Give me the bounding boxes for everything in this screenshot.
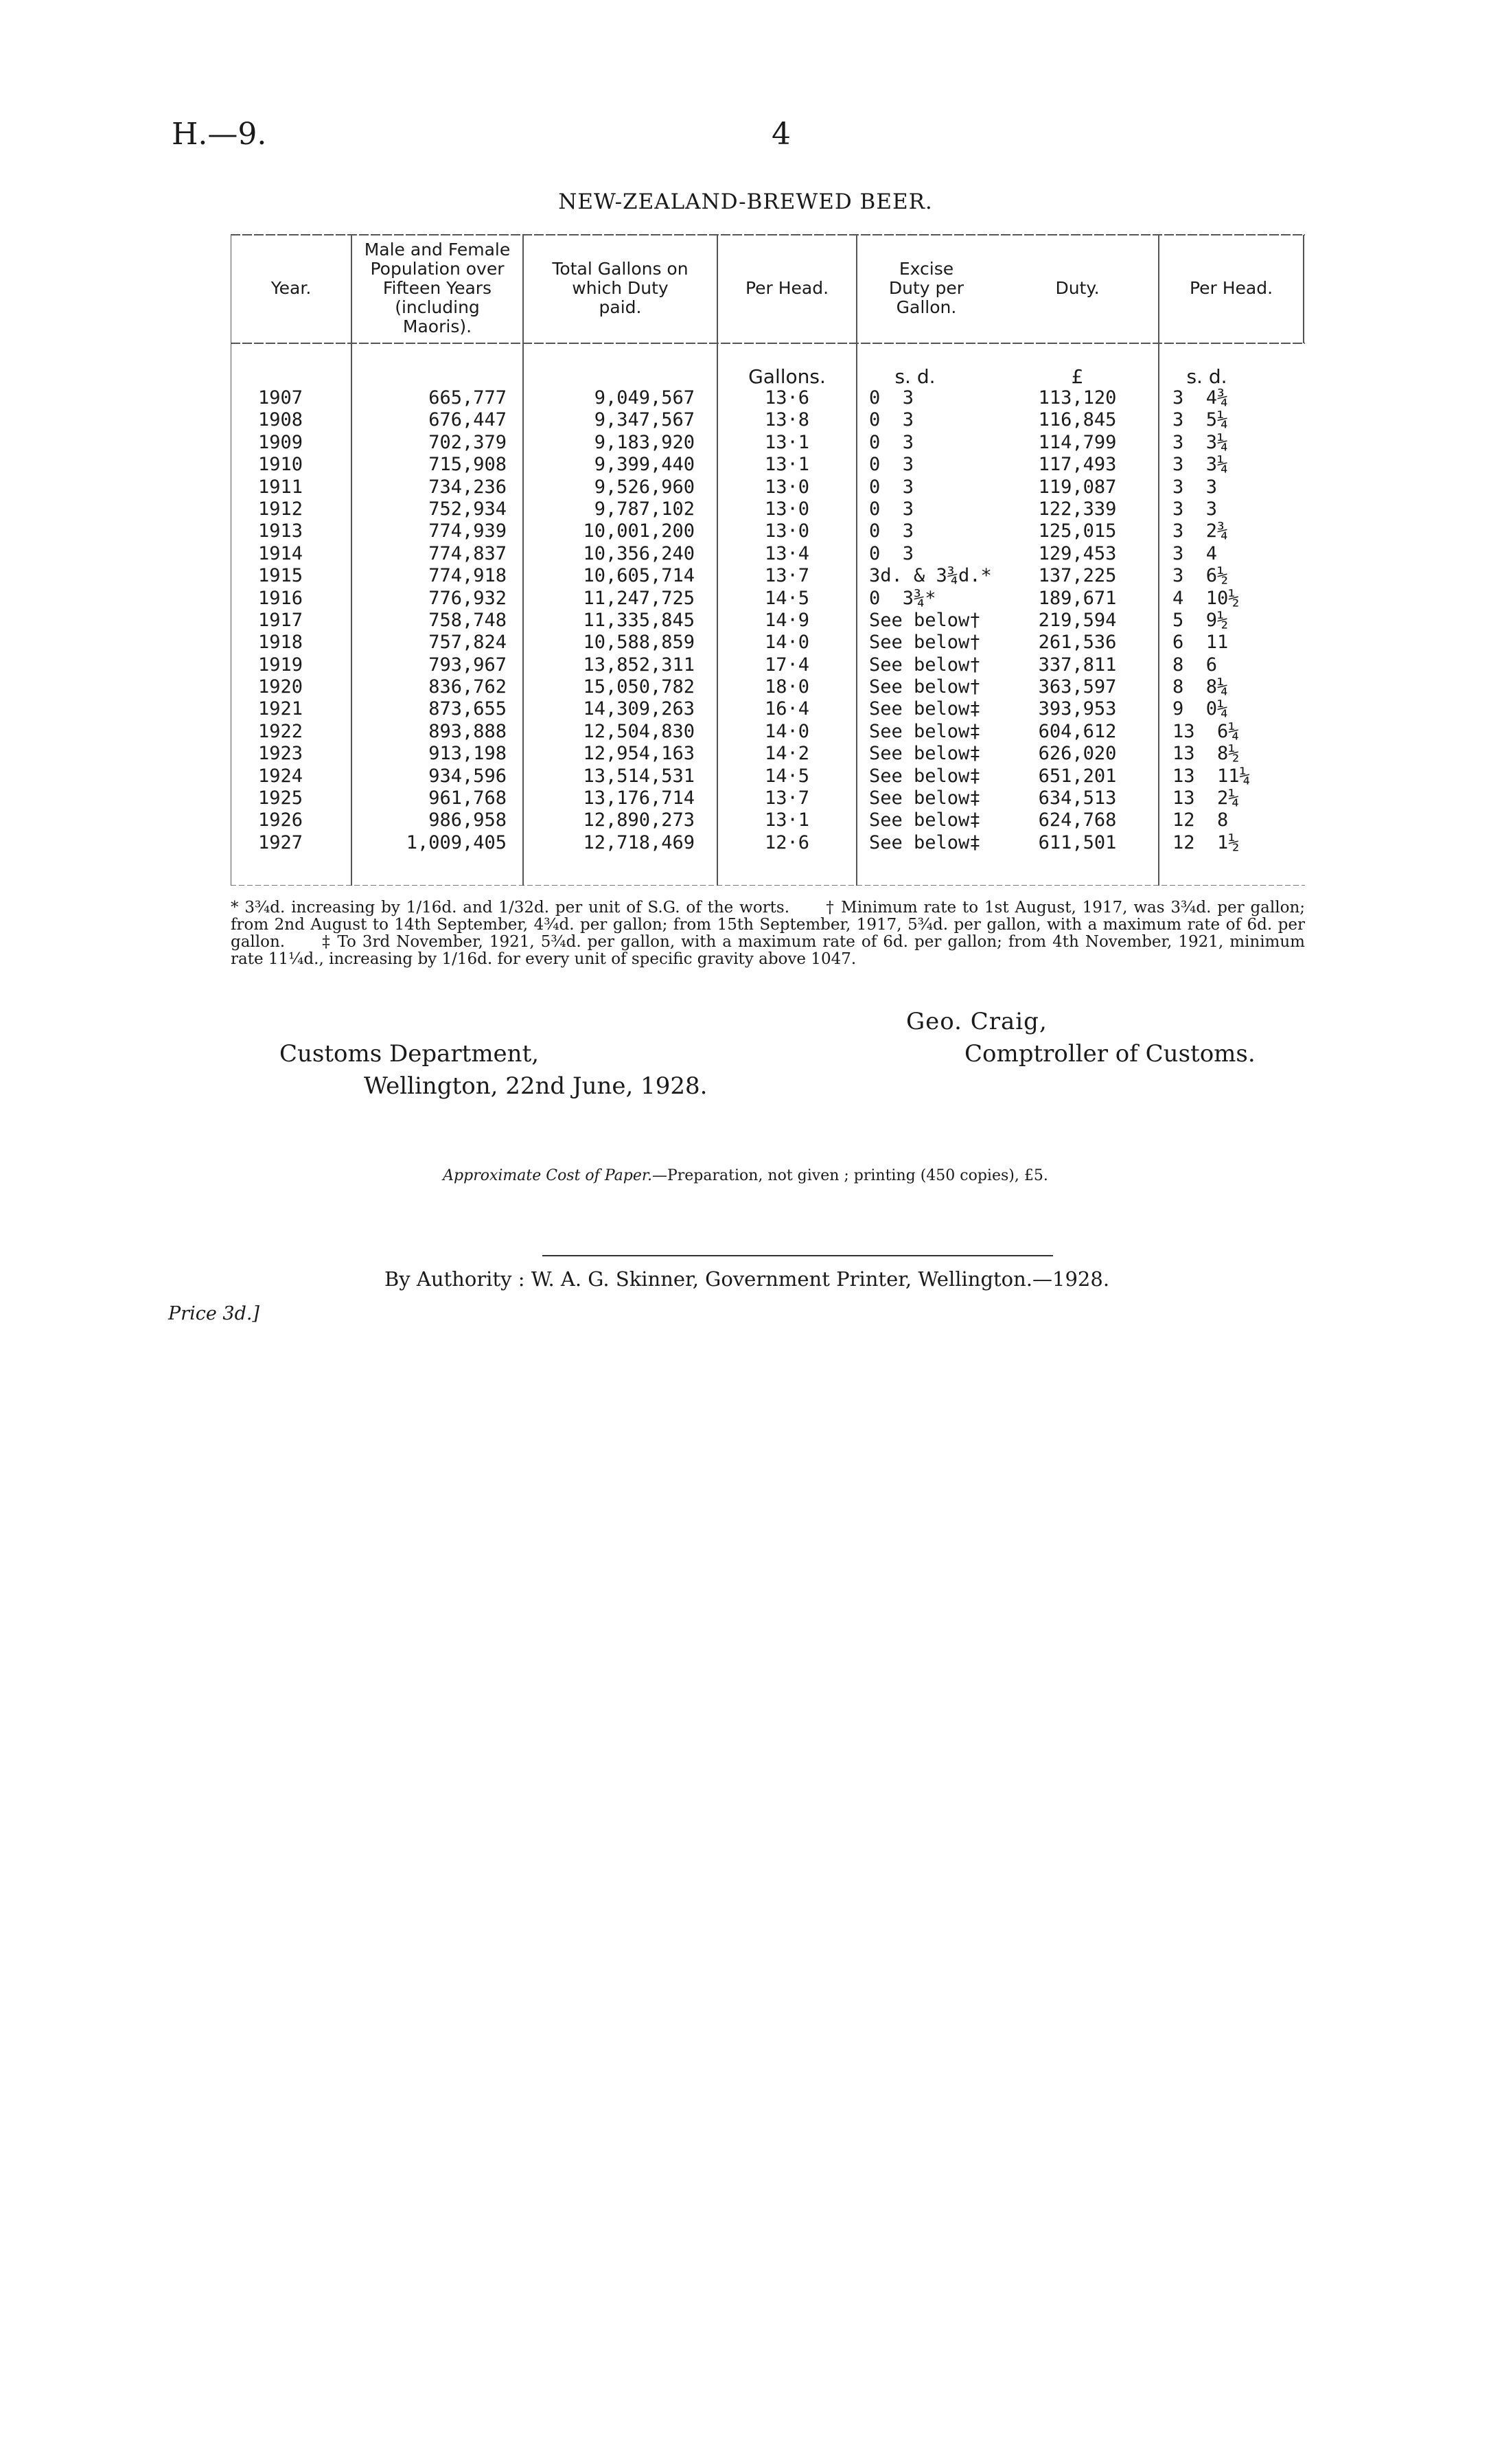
- table-cell: 13 8½: [1172, 743, 1240, 765]
- table-cell: 125,015: [1038, 520, 1117, 542]
- signatory-name: Geo. Craig,: [906, 1008, 1048, 1035]
- cost-text: —Preparation, not given ; printing (450 copies), £5.: [651, 1167, 1048, 1184]
- table-cell: 13,514,531: [583, 765, 695, 787]
- header-duty: Duty.: [1055, 278, 1100, 298]
- table-cell: 774,837: [428, 542, 507, 564]
- table-cell: 665,777: [428, 387, 507, 408]
- table-cell: 11,247,725: [583, 587, 695, 609]
- table-cell: 9,347,567: [594, 409, 695, 431]
- table-cell: 1920: [258, 676, 303, 698]
- document-code: H.—9.: [172, 117, 267, 152]
- table-cell: 13·7: [764, 565, 810, 587]
- place-date: Wellington, 22nd June, 1928.: [364, 1072, 708, 1100]
- table-cell: 758,748: [428, 609, 507, 631]
- table-cell: 363,597: [1038, 676, 1117, 698]
- table-cell: 10,001,200: [583, 520, 695, 542]
- column-excise-duty: [869, 387, 994, 854]
- table-cell: 129,453: [1038, 542, 1117, 564]
- table-cell: 14·9: [764, 609, 810, 631]
- table-cell: 13·7: [764, 787, 810, 809]
- table-cell: 12,890,273: [583, 809, 695, 831]
- table-cell: 17·4: [764, 654, 810, 676]
- table-cell: 12,954,163: [583, 743, 695, 765]
- table-cell: 3 3: [1172, 498, 1218, 520]
- column-duty: [996, 387, 1159, 854]
- cost-label: Approximate Cost of Paper.: [443, 1167, 652, 1184]
- table-cell: 16·4: [764, 698, 810, 720]
- table-cell: 5 9½: [1172, 609, 1229, 631]
- table-cell: 119,087: [1038, 476, 1117, 498]
- table-cell: 1923: [258, 743, 303, 765]
- table-cell: 1927: [258, 831, 303, 853]
- table-cell: 13·6: [764, 387, 810, 408]
- table-cell: See below‡: [869, 720, 981, 742]
- table-cell: 1921: [258, 698, 303, 720]
- table-cell: 8 8¼: [1172, 676, 1229, 698]
- table-cell: 12,504,830: [583, 720, 695, 742]
- table-cell: 774,918: [428, 565, 507, 587]
- table-cell: 11,335,845: [583, 609, 695, 631]
- table-cell: See below‡: [869, 831, 981, 853]
- table-cell: 1925: [258, 787, 303, 809]
- column-per-head-gallons: [717, 387, 857, 854]
- table-cell: 1913: [258, 520, 303, 542]
- table-cell: 3 2¾: [1172, 520, 1229, 542]
- unit-excise: s. d.: [894, 365, 936, 388]
- table-cell: 734,236: [428, 476, 507, 498]
- table-cell: 3d. & 3¾d.*: [869, 565, 992, 587]
- column-year: [258, 387, 340, 854]
- table-cell: 6 11: [1172, 632, 1229, 654]
- table-cell: 12·6: [764, 831, 810, 853]
- table-cell: 114,799: [1038, 431, 1117, 453]
- table-cell: 0 3¾*: [869, 587, 936, 609]
- table-cell: 189,671: [1038, 587, 1117, 609]
- table-cell: 1918: [258, 632, 303, 654]
- table-cell: 18·0: [764, 676, 810, 698]
- table-cell: 3 4¾: [1172, 387, 1229, 408]
- table-cell: 604,612: [1038, 720, 1117, 742]
- table-cell: 117,493: [1038, 454, 1117, 476]
- table-cell: See below‡: [869, 743, 981, 765]
- cost-of-paper: [0, 1167, 1491, 1184]
- table-cell: 1908: [258, 409, 303, 431]
- table-cell: 626,020: [1038, 743, 1117, 765]
- beer-duty-table: [231, 233, 1305, 886]
- table-cell: 116,845: [1038, 409, 1117, 431]
- table-cell: 13·4: [764, 542, 810, 564]
- header-year: Year.: [270, 278, 312, 298]
- table-cell: 702,379: [428, 431, 507, 453]
- table-cell: 0 3: [869, 431, 914, 453]
- table-cell: 986,958: [428, 809, 507, 831]
- table-cell: 12,718,469: [583, 831, 695, 853]
- footnotes: [231, 899, 1305, 968]
- table-cell: 9,183,920: [594, 431, 695, 453]
- header-population: Male and Female Population over Fifteen Years (including Maoris).: [364, 240, 511, 336]
- table-cell: 13 11¼: [1172, 765, 1251, 787]
- table-cell: 624,768: [1038, 809, 1117, 831]
- printer-authority: By Authority : W. A. G. Skinner, Government Printer, Wellington.—1928.: [384, 1267, 1110, 1291]
- table-cell: See below‡: [869, 765, 981, 787]
- table-cell: 337,811: [1038, 654, 1117, 676]
- footnote-star: * 3¾d. increasing by 1/16d. and 1/32d. per unit of S.G. of the worts.: [231, 899, 790, 917]
- table-cell: 12 8: [1172, 809, 1229, 831]
- table-cell: 13·0: [764, 520, 810, 542]
- table-cell: 0 3: [869, 476, 914, 498]
- table-cell: 15,050,782: [583, 676, 695, 698]
- table-cell: 3 5¼: [1172, 409, 1229, 431]
- column-per-head-duty: [1172, 387, 1303, 854]
- header-per-head-gallons: Per Head.: [745, 278, 829, 298]
- unit-gallons: Gallons.: [748, 365, 826, 388]
- table-cell: 1911: [258, 476, 303, 498]
- table-cell: 9 0¼: [1172, 698, 1229, 720]
- header-excise-duty: Excise Duty per Gallon.: [888, 259, 964, 317]
- table-cell: 1922: [258, 720, 303, 742]
- table-cell: 676,447: [428, 409, 507, 431]
- table-cell: 393,953: [1038, 698, 1117, 720]
- table-cell: 14·5: [764, 765, 810, 787]
- header-total-gallons: Total Gallons on which Duty paid.: [552, 259, 689, 317]
- table-cell: 1912: [258, 498, 303, 520]
- table-cell: 1919: [258, 654, 303, 676]
- table-cell: 873,655: [428, 698, 507, 720]
- table-cell: 14·0: [764, 632, 810, 654]
- table-cell: 1915: [258, 565, 303, 587]
- table-cell: 137,225: [1038, 565, 1117, 587]
- table-cell: 1,009,405: [406, 831, 507, 853]
- table-cell: 10,356,240: [583, 542, 695, 564]
- table-cell: 12 1½: [1172, 831, 1240, 853]
- table-cell: 3 6½: [1172, 565, 1229, 587]
- table-cell: 261,536: [1038, 632, 1117, 654]
- table-cell: 793,967: [428, 654, 507, 676]
- table-cell: 3 3¼: [1172, 454, 1229, 476]
- table-cell: See below‡: [869, 698, 981, 720]
- table-cell: 893,888: [428, 720, 507, 742]
- table-cell: 0 3: [869, 520, 914, 542]
- table-cell: 122,339: [1038, 498, 1117, 520]
- table-cell: 13·8: [764, 409, 810, 431]
- table-cell: 1917: [258, 609, 303, 631]
- table-cell: 836,762: [428, 676, 507, 698]
- table-cell: 13,176,714: [583, 787, 695, 809]
- table-cell: 9,787,102: [594, 498, 695, 520]
- page-number: 4: [772, 117, 791, 152]
- signatory-title: Comptroller of Customs.: [964, 1040, 1256, 1068]
- table-cell: 774,939: [428, 520, 507, 542]
- table-cell: See below†: [869, 654, 981, 676]
- table-cell: 0 3: [869, 454, 914, 476]
- table-cell: 1914: [258, 542, 303, 564]
- unit-shillings-pence: s. d.: [1186, 365, 1227, 388]
- table-cell: 961,768: [428, 787, 507, 809]
- table-cell: 0 3: [869, 409, 914, 431]
- table-cell: 651,201: [1038, 765, 1117, 787]
- table-cell: See below†: [869, 676, 981, 698]
- table-cell: See below†: [869, 632, 981, 654]
- table-cell: 10,605,714: [583, 565, 695, 587]
- table-cell: 0 3: [869, 387, 914, 408]
- divider: [542, 1255, 1053, 1256]
- department: Customs Department,: [279, 1040, 540, 1068]
- table-cell: 13,852,311: [583, 654, 695, 676]
- table-cell: See below‡: [869, 809, 981, 831]
- table-cell: 10,588,859: [583, 632, 695, 654]
- price: Price 3d.]: [168, 1303, 259, 1324]
- table-cell: 3 3: [1172, 476, 1218, 498]
- table-cell: 1926: [258, 809, 303, 831]
- table-cell: 8 6: [1172, 654, 1218, 676]
- table-cell: 1910: [258, 454, 303, 476]
- table-cell: 3 4: [1172, 542, 1218, 564]
- table-cell: 757,824: [428, 632, 507, 654]
- table-cell: 9,049,567: [594, 387, 695, 408]
- column-total-gallons: [523, 387, 695, 854]
- table-cell: 14·5: [764, 587, 810, 609]
- table-cell: 934,596: [428, 765, 507, 787]
- table-cell: 13·0: [764, 498, 810, 520]
- table-cell: 1916: [258, 587, 303, 609]
- table-cell: 9,399,440: [594, 454, 695, 476]
- footnote-dagger: † Minimum rate to 1st August, 1917, was 3¾d. per gallon; from 2nd August to 14th September, 4¾d. per gallon; from 15th September, 1917, 5¾d. per gallon, with a maximum rate of 6d. per gallon.: [231, 899, 1306, 951]
- table-cell: 0 3: [869, 498, 914, 520]
- table-cell: See below†: [869, 609, 981, 631]
- column-population: [351, 387, 507, 854]
- table-cell: 113,120: [1038, 387, 1117, 408]
- table-cell: 219,594: [1038, 609, 1117, 631]
- table-cell: 13·0: [764, 476, 810, 498]
- unit-pounds: £: [1071, 365, 1084, 388]
- table-cell: 4 10½: [1172, 587, 1240, 609]
- table-cell: 0 3: [869, 542, 914, 564]
- table-cell: 13·1: [764, 454, 810, 476]
- table-cell: 715,908: [428, 454, 507, 476]
- table-cell: 13 2¼: [1172, 787, 1240, 809]
- table-cell: 14,309,263: [583, 698, 695, 720]
- table-cell: 3 3¼: [1172, 431, 1229, 453]
- table-cell: 1907: [258, 387, 303, 408]
- table-title: NEW-ZEALAND-BREWED BEER.: [558, 189, 933, 214]
- header-per-head-duty: Per Head.: [1189, 278, 1273, 298]
- table-cell: 14·2: [764, 743, 810, 765]
- footnote-double-dagger: ‡ To 3rd November, 1921, 5¾d. per gallon, with a maximum rate of 6d. per gallon; from 4th November, 1921, minimum rate 11¼d., increasing by 1/16d. for every unit of specific gravity above 1047.: [231, 933, 1305, 968]
- table-cell: 13·1: [764, 809, 810, 831]
- table-cell: 1924: [258, 765, 303, 787]
- table-cell: 752,934: [428, 498, 507, 520]
- table-cell: 13·1: [764, 431, 810, 453]
- table-cell: 9,526,960: [594, 476, 695, 498]
- table-cell: 913,198: [428, 743, 507, 765]
- table-cell: 14·0: [764, 720, 810, 742]
- table-cell: 611,501: [1038, 831, 1117, 853]
- table-cell: 1909: [258, 431, 303, 453]
- table-cell: 634,513: [1038, 787, 1117, 809]
- table-cell: 776,932: [428, 587, 507, 609]
- table-cell: See below‡: [869, 787, 981, 809]
- table-cell: 13 6¼: [1172, 720, 1240, 742]
